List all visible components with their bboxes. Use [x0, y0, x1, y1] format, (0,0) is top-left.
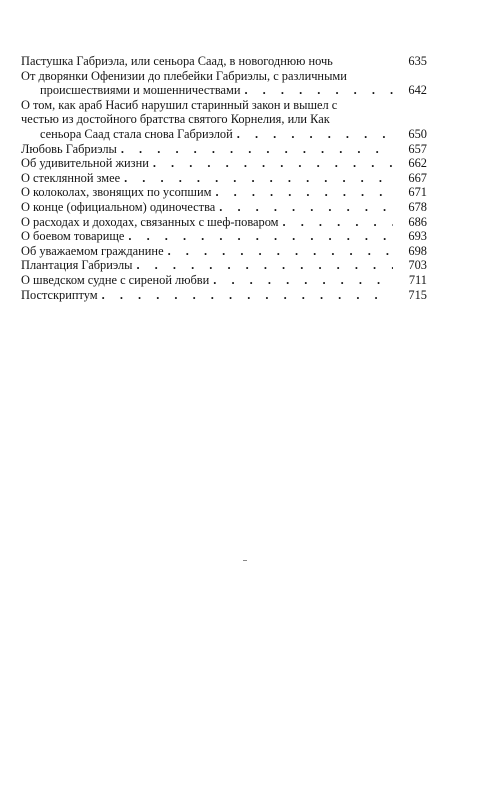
toc-entry-title: О стеклянной змее [21, 170, 121, 185]
dot-leader [124, 171, 393, 186]
toc-page-number: 686 [408, 214, 427, 229]
dot-leader [283, 215, 393, 230]
toc-entry-title: Об уважаемом гражданине [21, 243, 164, 258]
toc-entry [21, 69, 427, 98]
dot-leader [128, 229, 393, 244]
toc-entry [21, 288, 427, 303]
toc-entry-title: О шведском судне с сиреной любви [21, 272, 210, 287]
toc-entry-line [21, 288, 427, 303]
toc-entry-line [21, 142, 427, 157]
toc-entry-line [21, 215, 427, 230]
dot-leader [136, 258, 393, 273]
toc-entry-title: Любовь Габриэлы [21, 141, 117, 156]
dot-leader [102, 288, 393, 303]
toc-entry-line [21, 229, 427, 244]
toc-entry-line [21, 273, 427, 288]
toc-entry [21, 142, 427, 157]
dot-leader [153, 156, 393, 171]
dot-leader [213, 273, 393, 288]
table-of-contents [21, 54, 427, 302]
toc-entry-line [21, 83, 427, 98]
toc-entry-title: Постскриптум [21, 287, 98, 302]
dot-leader [215, 185, 393, 200]
toc-entry-line [21, 185, 427, 200]
toc-entry-line [21, 244, 427, 259]
toc-entry-title: О колоколах, звонящих по усопшим [21, 185, 212, 200]
toc-page-number: 693 [408, 229, 427, 244]
toc-entry [21, 215, 427, 230]
dot-leader [168, 244, 393, 259]
toc-entry-title: О расходах и доходах, связанных с шеф-поваром [21, 214, 279, 229]
toc-entry [21, 258, 427, 273]
toc-entry [21, 200, 427, 215]
toc-page-number: 662 [408, 156, 427, 171]
toc-page-number: 678 [408, 199, 427, 214]
toc-entry-title: О том, как араб Насиб нарушил старинный закон и вышел с [21, 97, 338, 112]
toc-entry-line [21, 69, 427, 84]
toc-entry [21, 98, 427, 142]
toc-page-number: 698 [408, 243, 427, 258]
toc-page-number: 642 [408, 83, 427, 98]
toc-entry-line [21, 156, 427, 171]
toc-entry-line [21, 98, 427, 113]
toc-entry [21, 171, 427, 186]
toc-entry-title: О конце (официальном) одиночества [21, 199, 216, 214]
toc-entry-line [21, 54, 427, 69]
toc-entry [21, 229, 427, 244]
toc-entry [21, 156, 427, 171]
toc-page-number: 715 [408, 287, 427, 302]
toc-entry-title: О боевом товарище [21, 229, 125, 244]
toc-entry [21, 54, 427, 69]
toc-entry-title-continued: честью из достойного братства святого Корнелия, или Как [21, 112, 330, 127]
dot-leader [237, 127, 393, 142]
toc-entry-title: От дворянки Офенизии до плебейки Габриэлы, с различными [21, 68, 347, 83]
toc-entry-title: Об удивительной жизни [21, 156, 149, 171]
toc-page-number: 657 [408, 141, 427, 156]
toc-entry-title: Плантация Габриэлы [21, 258, 133, 273]
toc-page-number: 703 [408, 258, 427, 273]
toc-entry-line [21, 112, 427, 127]
toc-entry-title: Пастушка Габриэла, или сеньора Саад, в новогоднюю ночь [21, 54, 333, 68]
dot-leader [244, 83, 393, 98]
toc-entry [21, 185, 427, 200]
toc-entry [21, 244, 427, 259]
toc-entry-line [21, 171, 427, 186]
toc-entry-line [21, 258, 427, 273]
toc-page-number: 671 [408, 185, 427, 200]
toc-page-number: 650 [408, 126, 427, 141]
toc-page-number: 667 [408, 170, 427, 185]
toc-page-number: 635 [408, 54, 427, 68]
dot-leader [219, 200, 393, 215]
toc-entry-title-continued: происшествиями и мошенничествами [40, 83, 241, 98]
toc-page-number: 711 [408, 272, 427, 287]
print-mark [243, 560, 247, 561]
toc-entry-title-continued: сеньора Саад стала снова Габриэлой [40, 126, 233, 141]
dot-leader [121, 142, 393, 157]
toc-entry-line [21, 127, 427, 142]
toc-entry [21, 273, 427, 288]
toc-entry-line [21, 200, 427, 215]
